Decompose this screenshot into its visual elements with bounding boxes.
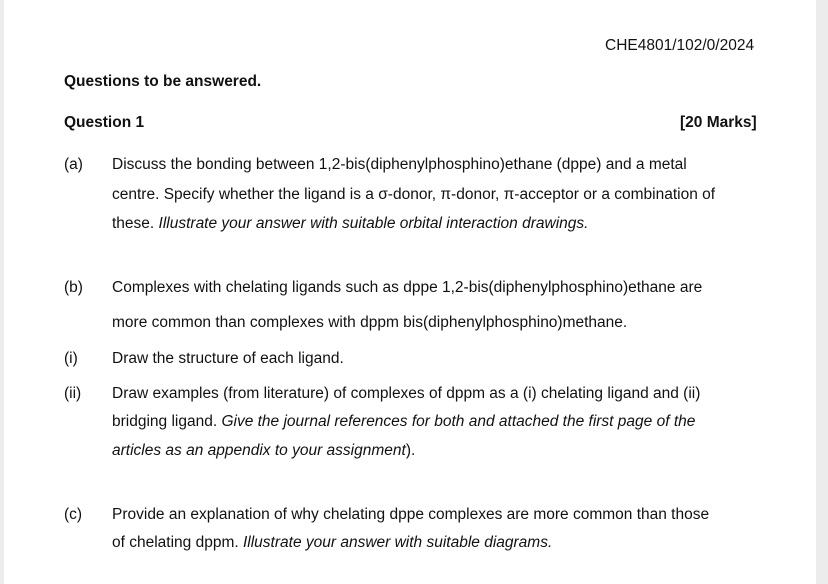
part-b-i-text: Draw the structure of each ligand. [112, 350, 344, 367]
part-c-label: (c) [64, 506, 83, 523]
part-a-line-3-text: these. [112, 215, 159, 232]
part-a-label: (a) [64, 156, 83, 173]
part-b-ii-instruction-cont: articles as an appendix to your assignment [112, 442, 406, 459]
part-c-line-2 [112, 535, 552, 551]
question-title: Question 1 [64, 114, 145, 131]
part-a-line-3 [112, 216, 588, 232]
part-b-line-2: more common than complexes with dppm bis(diphenylphosphino)methane. [112, 314, 628, 331]
part-b-ii-instruction: Give the journal references for both and attached the first page of the [221, 413, 696, 430]
part-b-ii-line-2 [112, 414, 695, 430]
document-code: CHE4801/102/0/2024 [605, 37, 755, 54]
part-b-ii-line-1: Draw examples (from literature) of complexes of dppm as a (i) chelating ligand and (ii) [112, 385, 701, 402]
question-marks: [20 Marks] [680, 114, 757, 131]
part-a-line-1: Discuss the bonding between 1,2-bis(diphenylphosphino)ethane (dppe) and a metal [112, 156, 687, 173]
part-b-ii-line-3-end: ). [405, 442, 416, 459]
part-b-label: (b) [64, 279, 83, 296]
part-b-line-1: Complexes with chelating ligands such as dppe 1,2-bis(diphenylphosphino)ethane are [112, 279, 703, 296]
part-c-instruction: Illustrate your answer with suitable diagrams. [242, 534, 553, 551]
part-c-line-1: Provide an explanation of why chelating dppe complexes are more common than those [112, 506, 710, 523]
document-page [4, 0, 816, 584]
section-heading: Questions to be answered. [64, 73, 262, 90]
part-b-i-label: (i) [64, 350, 78, 367]
part-b-ii-line-2-text: bridging ligand. [112, 413, 222, 430]
part-a-instruction: Illustrate your answer with suitable orbital interaction drawings. [158, 215, 589, 232]
part-c-line-2-text: of chelating dppm. [112, 534, 243, 551]
part-b-ii-line-3 [112, 443, 415, 459]
part-b-ii-label: (ii) [64, 385, 82, 402]
part-a-line-2: centre. Specify whether the ligand is a σ-donor, π-donor, π-acceptor or a combination of [112, 186, 716, 203]
